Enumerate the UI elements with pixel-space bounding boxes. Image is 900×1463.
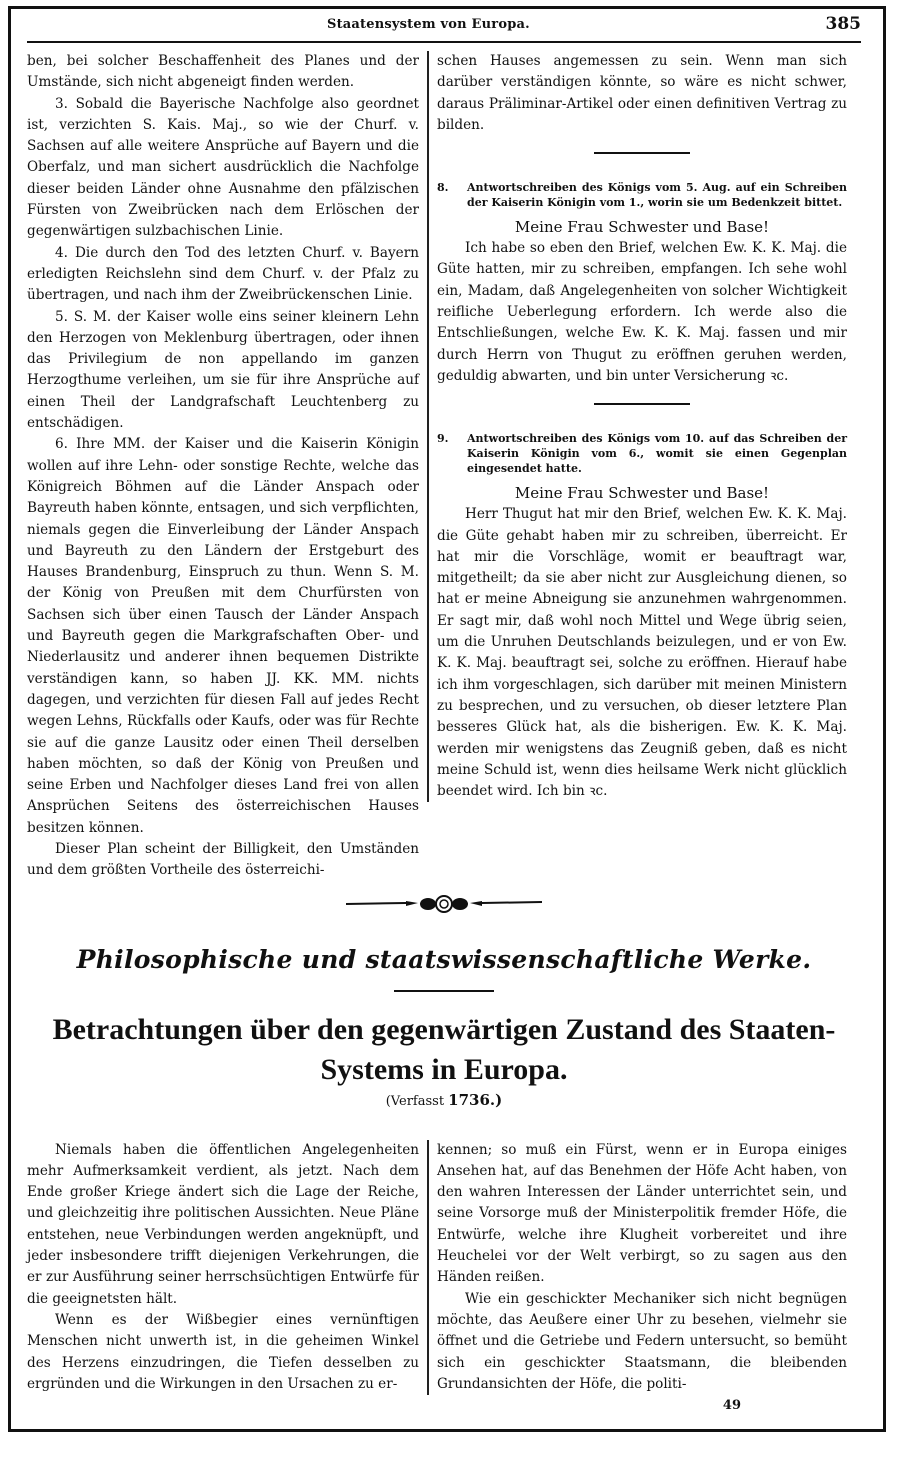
paragraph: ben, bei solcher Beschaffenheit des Planes und der Umstände, sich nicht abgeneigt finden werden. xyxy=(27,53,419,91)
signature-mark-row xyxy=(27,1397,861,1415)
letter-number: 9. xyxy=(437,432,449,446)
letter-heading xyxy=(437,180,847,210)
running-head xyxy=(27,9,861,43)
short-rule xyxy=(594,152,690,154)
salutation: Meine Frau Schwester und Base! xyxy=(514,484,770,503)
upper-columns xyxy=(27,51,861,882)
date-note-year: 1736.) xyxy=(448,1090,503,1109)
letter-8 xyxy=(437,216,847,387)
salutation: Meine Frau Schwester und Base! xyxy=(514,218,770,237)
letter-heading-text: Antwortschreiben des Königs vom 5. Aug. auf ein Schreiben der Kaiserin Königin vom 1., worin sie um Bedenkzeit bittet. xyxy=(467,181,847,210)
paragraph: kennen; so muß ein Fürst, wenn er in Europa einiges Ansehen hat, auf das Benehmen der Höfe Acht haben, von den wahren Interessen der Länder unterrichtet sein, und seine Vorsorge muß der Ministerpolitik fremder Höfe, die Entwürfe, welche ihre Klugheit vorbereitet und ihre Heuchelei vor der Welt verbirgt, so zu sagen aus den Händen reißen. xyxy=(437,1141,847,1286)
ornamental-divider-icon xyxy=(346,894,542,914)
letter-body: Ich habe so eben den Brief, welchen Ew. K. K. Maj. die Güte hatten, mir zu schreiben, empfangen. Ich sehe wohl ein, Madam, daß Angelegenheiten von solcher Wichtigkeit reifliche Ueberlegung erfordern. Ich werde also die Entschließungen, welche Ew. K. K. Maj. fassen und mir durch Herrn von Thugut zu eröffnen geruhen werden, geduldig abwarten, und bin unter Versicherung ꝛc. xyxy=(437,240,847,384)
paragraph: 5. S. M. der Kaiser wolle eins seiner kleinern Lehn den Herzogen von Meklenburg übertragen, oder ihnen das Privilegium de non appellando im ganzen Herzogthume verleihen, um sie für ihre Ansprüche auf einen Theil der Landgrafschaft Leuchtenberg zu entschädigen. xyxy=(27,308,419,432)
article-title-line2: Systems in Europa. xyxy=(320,1052,568,1086)
paragraph: 3. Sobald die Bayerische Nachfolge also geordnet ist, verzichten S. Kais. Maj., so wie der Churf. v. Sachsen auf alle weitere Ansprüche auf Bayern und die Oberfalz, und man sichert ausdrücklich die Nachfolge dieser beiden Länder ohne Ausnahme den pfälzischen Fürsten von Zweibrücken nach dem Erlöschen der gegenwärtigen sulzbachischen Linie. xyxy=(27,95,419,240)
signature-mark: 49 xyxy=(722,1398,741,1414)
page-border xyxy=(8,6,886,1432)
date-note-prefix: (Verfasst xyxy=(385,1093,449,1109)
article-title-line1: Betrachtungen über den gegenwärtigen Zustand des Staaten- xyxy=(52,1012,836,1046)
upper-right-column xyxy=(427,51,847,802)
letter-heading-text: Antwortschreiben des Königs vom 10. auf das Schreiben der Kaiserin Königin vom 6., womit sie einen Gegenplan eingesendet hatte. xyxy=(467,432,847,476)
category-title: Philosophische und staatswissenschaftliche Werke. xyxy=(76,944,812,974)
upper-left-column xyxy=(27,51,427,882)
letter-heading xyxy=(437,431,847,476)
article-title xyxy=(27,1010,861,1090)
paragraph: Dieser Plan scheint der Billigkeit, den Umständen und dem größten Vortheile des österreichi- xyxy=(27,840,419,879)
page-number: 385 xyxy=(825,14,861,34)
paragraph: schen Hauses angemessen zu sein. Wenn man sich darüber verständigen könnte, so wäre es nicht schwer, daraus Präliminar-Artikel oder einen definitiven Vertrag zu bilden. xyxy=(437,53,847,133)
ornament-row xyxy=(27,894,861,918)
lower-left-column xyxy=(27,1140,427,1396)
lower-right-column xyxy=(427,1140,847,1396)
paragraph: Niemals haben die öffentlichen Angelegenheiten mehr Aufmerksamkeit verdient, als jetzt. Nach dem Ende großer Kriege ändert sich die Lage der Reiche, und gleichzeitig ihre politischen Aussichten. Neue Pläne entstehen, neue Verbindungen werden angeknüpft, und jeder insbesondere trifft diejenigen Verkehrungen, die er zur Ausführung seiner herrschsüchtigen Entwürfe für die geeignetsten hält. xyxy=(27,1141,419,1307)
paragraph: Wie ein geschickter Mechaniker sich nicht begnügen möchte, das Aeußere einer Uhr zu besehen, vielmehr sie öffnet und die Getriebe und Federn untersucht, so bemüht sich ein geschickter Staatsmann, die bleibenden Grundansichten der Höfe, die politi- xyxy=(437,1290,847,1392)
running-head-title: Staatensystem von Europa. xyxy=(327,17,530,32)
short-rule xyxy=(594,403,690,405)
date-note xyxy=(27,1090,861,1112)
paragraph: 4. Die durch den Tod des letzten Churf. v. Bayern erledigten Reichslehn sind dem Churf. v. der Pfalz zu übertragen, und nach ihm der Zweibrückenschen Linie. xyxy=(27,244,419,304)
letter-body: Herr Thugut hat mir den Brief, welchen Ew. K. K. Maj. die Güte gehabt haben mir zu schreiben, überreicht. Er hat mir die Vorschläge, womit er beauftragt war, mitgetheilt; da sie aber nicht zur Ausgleichung dienen, so hat er meine Abneigung sie anzunehmen wahrgenommen. Er sagt mir, daß wohl noch Mittel und Wege übrig seien, um die Unruhen Deutschlands beizulegen, und er von Ew. K. K. Maj. beauftragt sei, solche zu eröffnen. Hierauf habe ich ihm vorgeschlagen, sich darüber mit meinen Ministern zu besprechen, und zu versuchen, ob dieser letztere Plan besseres Glück hat, als die bisherigen. Ew. K. K. Maj. werden mir wenigstens das Zeugniß geben, daß es nicht meine Schuld ist, wenn dies heilsame Werk nicht glücklich beendet wird. Ich bin ꝛc. xyxy=(437,506,847,800)
letter-9 xyxy=(437,482,847,802)
letter-number: 8. xyxy=(437,181,449,195)
short-rule xyxy=(394,990,494,992)
paragraph: 6. Ihre MM. der Kaiser und die Kaiserin Königin wollen auf ihre Lehn- oder sonstige Rechte, welche das Königreich Böhmen auf die Länder Anspach oder Bayreuth haben könnte, entsagen, und sich verpflichten, niemals gegen die Einverleibung der Länder Anspach und Bayreuth zu den Ländern der Erstgeburt des Hauses Brandenburg, Einspruch zu thun. Wenn S. M. der König von Preußen mit dem Churfürsten von Sachsen sich über einen Tausch der Länder Anspach und Bayreuth gegen die Markgrafschaften Ober- und Niederlausitz und anderer ihnen bequemen Distrikte verständigen kann, so haben JJ. KK. MM. nichts dagegen, und verzichten für diesen Fall auf jedes Recht wegen Lehns, Rückfalls oder Kaufs, oder was für Rechte sie auf die ganze Lausitz oder einen Theil derselben haben möchten, so daß der König von Preußen und seine Erben und Nachfolger dieses Land frei von allen Ansprüchen Seitens des österreichischen Hauses besitzen können. xyxy=(27,436,419,836)
lower-columns xyxy=(27,1140,861,1396)
paragraph: Wenn es der Wißbegier eines vernünftigen Menschen nicht unwerth ist, in die geheimen Winkel des Herzens einzudringen, die Tiefen desselben zu ergründen und die Wirkungen in den Ursachen zu er- xyxy=(27,1311,419,1392)
